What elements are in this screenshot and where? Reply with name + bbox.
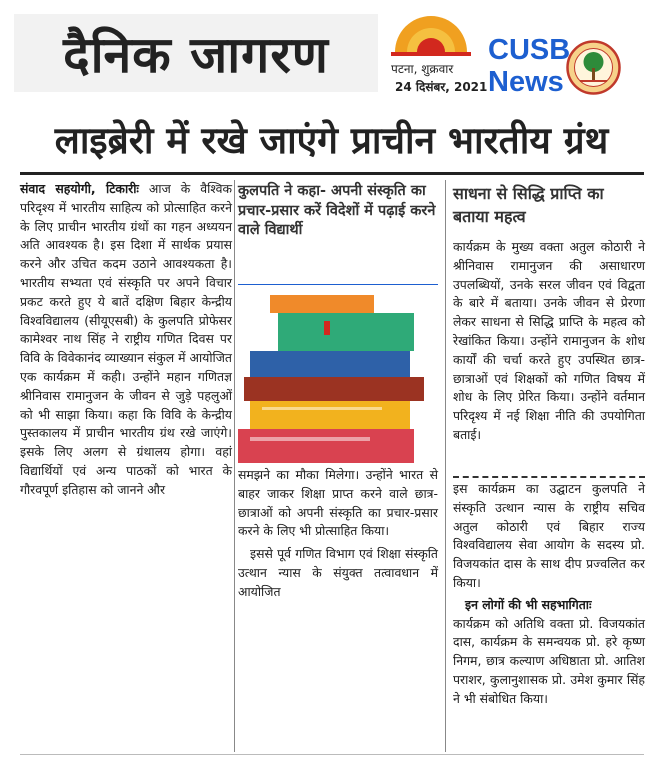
article-column-3-top [453, 238, 645, 445]
issue-date: 24 दिसंबर, 2021 [395, 80, 488, 94]
dateline: संवाद सहयोगी, टिकारीः [20, 181, 139, 196]
cusb-label: CUSB [488, 34, 571, 66]
newspaper-logo-box [14, 14, 378, 92]
dashed-separator [453, 476, 645, 478]
university-seal-icon [566, 40, 621, 95]
subheading-middle: कुलपति ने कहा- अपनी संस्कृति का प्रचार-प्रसार करें विदेशों में पढ़ाई करने वाले विद्यार्थी [238, 183, 436, 238]
place-date [391, 62, 487, 95]
cusb-news-badge [488, 34, 570, 98]
column-divider-2 [445, 180, 446, 752]
books-image [238, 285, 438, 463]
newspaper-logo: दैनिक जागरण [63, 26, 329, 84]
headline-rule [20, 172, 644, 175]
article-column-1 [20, 180, 232, 500]
participation-subheading: इन लोगों की भी सहभागिताः [465, 596, 592, 612]
column-3-paragraph-1: कार्यक्रम के मुख्य वक्ता अतुल कोठारी ने श्रीनिवास रामानुजन की असाधारण उपलब्धियों, उनके सरल जीवन एवं विद्वता के बारे में बताया। उनके जीवन से प्रेरणा लेकर साधना से सिद्धि प्राप्ति के महत्व को रेखांकित किया। उन्होंने रामानुजन के शोध कार्यों की चर्चा करते हुए उपस्थित छात्र-छात्राओं एवं शिक्षकों को गणित विषय में शोध के लिए प्रेरित किया। उन्होंने वर्तमान परिदृश्य में नई शिक्षा नीति की उपयोगिता बताई। [453, 239, 645, 442]
lead-body: आज के वैश्विक परिदृश्य में भारतीय साहित्य को प्रोत्साहित करने के लिए प्राचीन भारतीय ग्रंथों का गहन अध्ययन अति आवश्यक है। इस दिशा में सार्थक प्रयास करने और उचित कदम उठाने आवश्यकता है। भारतीय सभ्यता एवं संस्कृति पर अपने विचार प्रकट करते हुए ये बातें दक्षिण बिहार केन्द्रीय विश्वविद्यालय (सीयूएसबी) के कुलपति प्रोफेसर कामेश्वर नाथ सिंह ने राष्ट्रीय गणित दिवस पर विवि के विवेकानंद व्याख्यान संकुल में आयोजित एक कार्यक्रम में कही। उन्होंने महान गणितज्ञ श्रीनिवास रामानुजन के जीवन से जुड़े पहलुओं को भी साझा किया। कहा कि विवि के केन्द्रीय पुस्तकालय में प्राचीन भारतीय ग्रंथ रखे जाएंगे। इसके लिए अलग से ग्रंथालय होगा। वहां विद्यार्थियों एवं अन्य पाठकों को भारत के गौरवपूर्ण इतिहास को जानने और [20, 181, 232, 497]
news-label: News [488, 66, 564, 98]
headline: लाइब्रेरी में रखे जाएंगे प्राचीन भारतीय ग्रंथ [54, 119, 609, 162]
article-column-2 [238, 466, 438, 602]
subheading-right: साधना से सिद्धि प्राप्ति का बताया महत्व [453, 184, 604, 226]
article-column-3-bottom [453, 480, 645, 709]
place-day: पटना, शुक्रवार [391, 62, 454, 76]
column-3-paragraph-2: इस कार्यक्रम का उद्घाटन कुलपति ने संस्कृति उत्थान न्यास के राष्ट्रीय सचिव अतुल कोठारी एवं बिहार राज्य विश्वविद्यालय सेवा आयोग के सदस्य प्रो. विजयकांत दास के साथ दीप प्रज्वलित कर किया। [453, 481, 645, 590]
bottom-rule [20, 754, 644, 755]
rising-sun-icon [391, 12, 471, 56]
column-2-paragraph-2: इससे पूर्व गणित विभाग एवं शिक्षा संस्कृति उत्थान न्यास के संयुक्त तत्वावधान में आयोजित [238, 546, 438, 599]
masthead [0, 0, 663, 110]
column-3-paragraph-3: कार्यक्रम को अतिथि वक्ता प्रो. विजयकांत दास, कार्यक्रम के समन्वयक प्रो. हरे कृष्ण निगम, छात्र कल्याण अधिष्ठाता प्रो. आतिश पराशर, कुलानुशासक प्रो. उमेश कुमार सिंह ने भी संबोधित किया। [453, 615, 645, 706]
column-2-paragraph-1: समझने का मौका मिलेगा। उन्होंने भारत से बाहर जाकर शिक्षा प्राप्त करने वाले छात्र-छात्राओं को अपनी संस्कृति का प्रचार-प्रसार करने के लिए भी प्रोत्साहित किया। [238, 467, 438, 539]
column-divider-1 [234, 180, 235, 752]
lead-paragraph [20, 180, 232, 500]
